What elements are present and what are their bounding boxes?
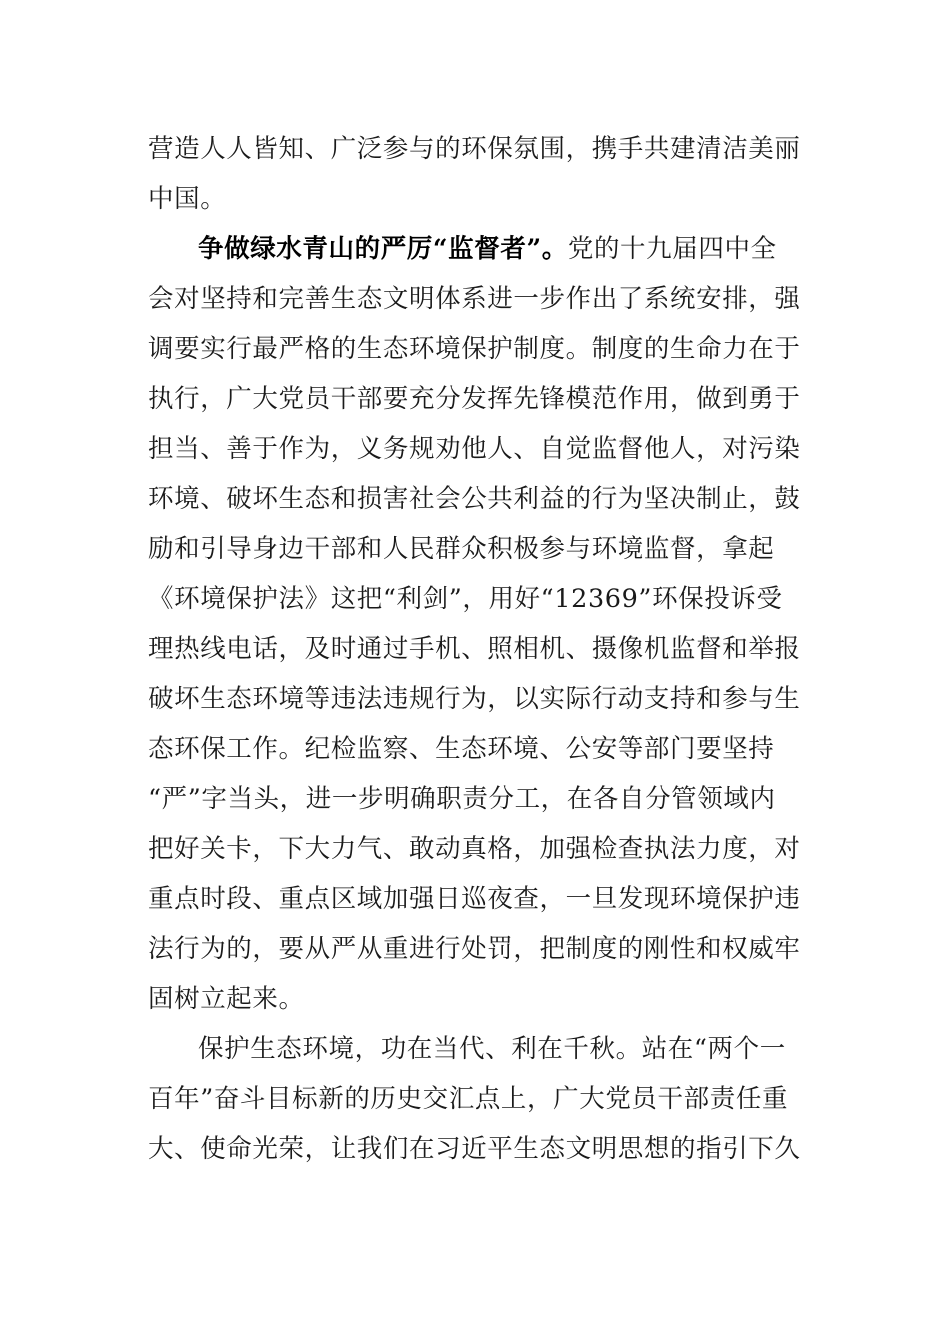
paragraph-2-line-5: 担当、善于作为，义务规劝他人、自觉监督他人，对污染 [148,434,801,464]
paragraph-2-first-line-text: 党的十九届四中全 [567,234,777,264]
paragraph-1-line-2: 中国。 [148,184,227,214]
paragraph-2-line-11: 态环保工作。纪检监察、生态环境、公安等部门要坚持 [148,734,775,764]
paragraph-2-line-6: 环境、破坏生态和损害社会公共利益的行为坚决制止，鼓 [148,484,801,514]
paragraph-2-line-9: 理热线电话，及时通过手机、照相机、摄像机监督和举报 [148,634,801,664]
paragraph-2-line-2: 会对坚持和完善生态文明体系进一步作出了系统安排，强 [148,284,801,314]
paragraph-3-line-2: 百年”奋斗目标新的历史交汇点上，广大党员干部责任重 [148,1084,789,1114]
paragraph-2-line-13: 把好关卡，下大力气、敢动真格，加强检查执法力度，对 [148,834,801,864]
paragraph-2-line-15: 法行为的，要从严从重进行处罚，把制度的刚性和权威牢 [148,934,801,964]
paragraph-2-line-4: 执行，广大党员干部要充分发挥先锋模范作用，做到勇于 [148,384,801,414]
paragraph-2-line-3: 调要实行最严格的生态环境保护制度。制度的生命力在于 [148,334,801,364]
paragraph-2-line-10: 破坏生态环境等违法违规行为，以实际行动支持和参与生 [148,684,801,714]
paragraph-3-first-line: 保护生态环境，功在当代、利在千秋。站在“两个一 [198,1034,786,1064]
paragraph-2-first-line [198,224,858,274]
paragraph-2-line-8: 《环境保护法》这把“利剑”，用好“12369”环保投诉受 [148,584,783,614]
paragraph-2-line-16: 固树立起来。 [148,984,305,1014]
paragraph-1-line-1: 营造人人皆知、广泛参与的环保氛围，携手共建清洁美丽 [148,134,801,164]
paragraph-2-bold-heading: 争做绿水青山的严厉“监督者”。 [198,234,568,264]
paragraph-2-line-12: “严”字当头，进一步明确职责分工，在各自分管领域内 [148,784,776,814]
paragraph-2-line-7: 励和引导身边干部和人民群众积极参与环境监督，拿起 [148,534,775,564]
paragraph-3-line-3: 大、使命光荣，让我们在习近平生态文明思想的指引下久 [148,1134,801,1164]
paragraph-2-line-14: 重点时段、重点区域加强日巡夜查，一旦发现环境保护违 [148,884,801,914]
